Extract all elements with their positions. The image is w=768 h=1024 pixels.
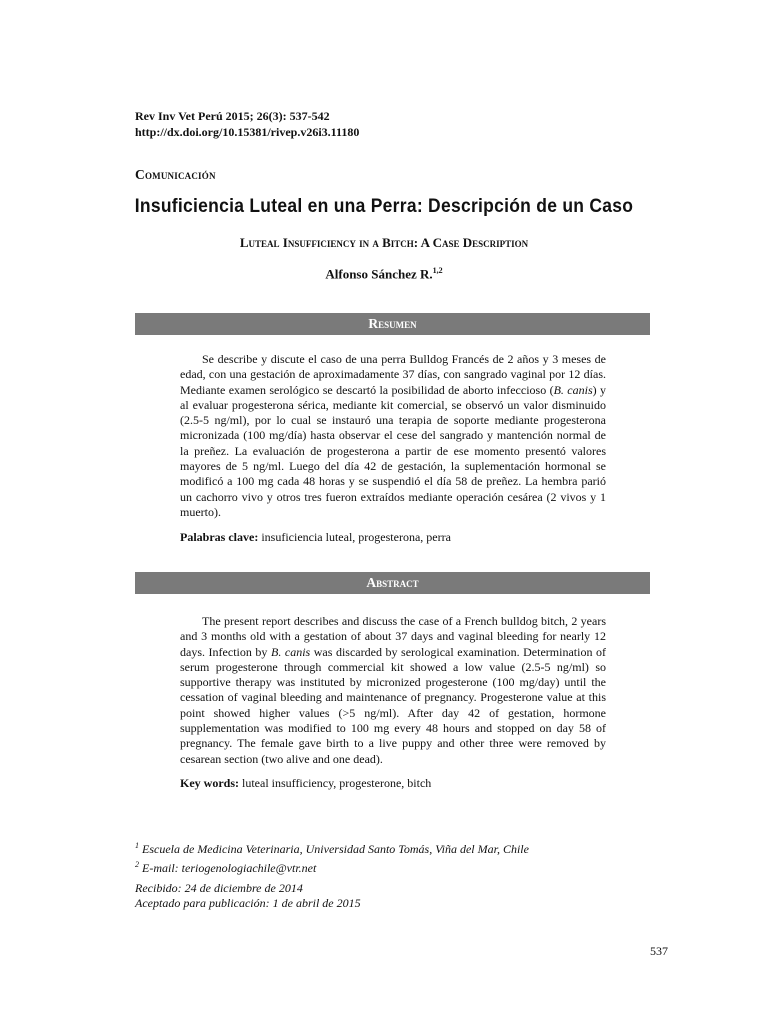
page-number: 537 — [650, 944, 668, 958]
resumen-paragraph — [180, 352, 606, 520]
abstract-keywords-text: luteal insufficiency, progesterone, bitch — [239, 776, 432, 790]
author-line — [0, 266, 768, 282]
resumen-text-2: ) y al evaluar progesterona sérica, mediante kit comercial, se observó un valor disminuido (2.5-5 ng/ml), por lo cual se instauró una terapia de soporte mediante progesterona micronizada (100 mg/día) hasta observar el cese del sangrado y mantención normal de la preñez. La evaluación de progesterona a partir de ese momento presentó valores mayores de 5 ng/ml. Luego del día 42 de gestación, la suplementación hormonal se modificó a 100 mg cada 48 horas y se suspendió el día 58 de preñez. La hembra parió un cachorro vivo y otros tres fueron extraídos mediante operación cesárea (2 vivos y 1 muerto). — [180, 382, 606, 519]
footnote-2-mark: 2 — [135, 860, 139, 869]
article-dates — [135, 881, 361, 911]
section-label: Comunicación — [135, 167, 216, 182]
abstract-text-1: The present report describes and discuss the case of a French bulldog bitch, 2 years and 3 months old with a gestation of about 37 days and vaginal bleeding for nearly 12 days. Infection by — [180, 614, 606, 659]
footnote-1 — [135, 838, 529, 857]
abstract-keywords-label: Key words: — [180, 776, 239, 790]
journal-citation — [135, 108, 359, 140]
author-affiliation-marks: 1,2 — [432, 266, 443, 275]
resumen-heading: Resumen — [135, 313, 650, 335]
author-name: Alfonso Sánchez R. — [325, 266, 433, 282]
footnotes — [135, 838, 529, 876]
abstract-species-italic: B. canis — [270, 644, 311, 659]
resumen-text-1: Se describe y discute el caso de una perra Bulldog Francés de 2 años y 3 meses de edad, con una gestación de aproximadamente 37 días, con sangrado vaginal por 12 días. Mediante examen serológico se descartó la posibilidad de aborto infeccioso ( — [180, 352, 606, 397]
resumen-keywords-label: Palabras clave: — [180, 530, 259, 544]
footnote-2-text: E-mail: teriogenologiachile@vtr.net — [139, 861, 317, 875]
footnote-1-mark: 1 — [135, 841, 139, 850]
article-title: Insuficiencia Luteal en una Perra: Descripción de un Caso — [134, 196, 634, 217]
article-subtitle: Luteal Insufficiency in a Bitch: A Case Description — [239, 235, 529, 250]
doi-link[interactable]: http://dx.doi.org/10.15381/rivep.v26i3.11180 — [135, 125, 360, 139]
resumen-species-italic: B. canis — [553, 382, 593, 397]
received-date: Recibido: 24 de diciembre de 2014 — [135, 881, 303, 895]
abstract-heading: Abstract — [135, 572, 650, 594]
abstract-keywords — [180, 776, 431, 791]
resumen-keywords-text: insuficiencia luteal, progesterona, perra — [258, 530, 451, 544]
abstract-text-2: was discarded by serological examination. Determination of serum progesterone through commercial kit showed a low value (2.5-5 ng/ml) so supportive therapy was instituted by micronized progesterone (100 mg/day) until the cessation of vaginal bleeding and maintenance of pregnancy. Progesterone value at this point showed higher values (>5 ng/ml). After day 42 of gestation, hormone supplementation was modified to 100 mg every 48 hours and stopped on day 58 of pregnancy. The female gave birth to a live puppy and other three were removed by cesarean section (two alive and one dead). — [180, 644, 606, 766]
footnote-1-text: Escuela de Medicina Veterinaria, Universidad Santo Tomás, Viña del Mar, Chile — [139, 842, 529, 856]
abstract-paragraph — [180, 614, 606, 767]
footnote-2 — [135, 857, 529, 876]
journal-reference: Rev Inv Vet Perú 2015; 26(3): 537-542 — [135, 109, 330, 123]
accepted-date: Aceptado para publicación: 1 de abril de 2015 — [135, 896, 361, 910]
resumen-keywords — [180, 530, 451, 545]
